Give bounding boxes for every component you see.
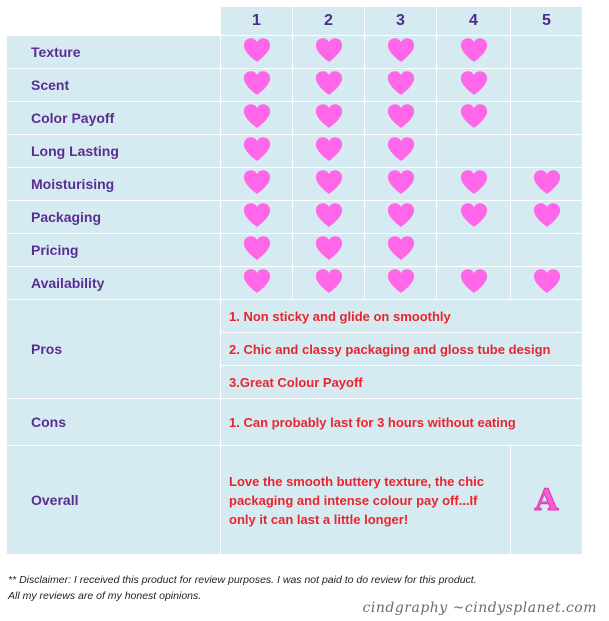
rating-cell [221,201,293,234]
heart-icon [460,169,488,195]
rating-label: Texture [7,36,221,69]
rating-label: Moisturising [7,168,221,201]
heart-icon [387,268,415,294]
rating-cell [437,102,511,135]
rating-cell [437,36,511,69]
rating-cell [511,168,583,201]
rating-cell [293,69,365,102]
heart-icon [387,235,415,261]
rating-cell [437,234,511,267]
column-header-1: 1 [221,7,293,36]
heart-icon [315,169,343,195]
review-table [6,6,583,555]
heart-icon [460,103,488,129]
rating-label: Pricing [7,234,221,267]
rating-row [7,201,583,234]
rating-cell [511,102,583,135]
heart-icon [315,70,343,96]
column-header-2: 2 [293,7,365,36]
heart-icon [315,136,343,162]
rating-cell [365,69,437,102]
heart-icon [460,202,488,228]
pros-row [7,300,583,333]
pros-item: 3.Great Colour Payoff [221,366,583,399]
rating-cell [365,234,437,267]
overall-label: Overall [7,446,221,555]
rating-row [7,267,583,300]
cons-item: 1. Can probably last for 3 hours without eating [221,399,583,446]
rating-cell [437,267,511,300]
rating-cell [365,102,437,135]
rating-cell [437,135,511,168]
rating-row [7,69,583,102]
rating-label: Packaging [7,201,221,234]
rating-row [7,135,583,168]
pros-item: 2. Chic and classy packaging and gloss tube design [221,333,583,366]
rating-cell [293,201,365,234]
rating-cell [511,201,583,234]
heart-icon [315,103,343,129]
rating-cell [365,201,437,234]
overall-text: Love the smooth buttery texture, the chic packaging and intense colour pay off...If only it can last a little longer! [221,446,511,555]
heart-icon [315,235,343,261]
rating-cell [221,135,293,168]
rating-cell [221,234,293,267]
overall-grade: A [511,446,583,555]
heart-icon [243,268,271,294]
rating-row [7,168,583,201]
heart-icon [243,235,271,261]
rating-row [7,102,583,135]
rating-cell [221,102,293,135]
pros-label: Pros [7,300,221,399]
rating-cell [511,234,583,267]
pros-item: 1. Non sticky and glide on smoothly [221,300,583,333]
rating-cell [221,168,293,201]
rating-cell [221,267,293,300]
rating-cell [511,69,583,102]
heart-icon [387,202,415,228]
rating-cell [511,36,583,69]
heart-icon [387,103,415,129]
rating-cell [365,135,437,168]
rating-cell [365,36,437,69]
watermark: cindgraphy ~cindysplanet.com [362,600,597,616]
heart-icon [243,37,271,63]
heart-icon [315,202,343,228]
rating-cell [221,69,293,102]
rating-cell [437,168,511,201]
heart-icon [387,37,415,63]
rating-cell [293,234,365,267]
rating-label: Availability [7,267,221,300]
rating-cell [511,135,583,168]
rating-cell [293,102,365,135]
rating-cell [437,201,511,234]
rating-label: Scent [7,69,221,102]
heart-icon [460,268,488,294]
rating-label: Color Payoff [7,102,221,135]
rating-row [7,36,583,69]
rating-cell [437,69,511,102]
overall-row [7,446,583,555]
heart-icon [315,37,343,63]
heart-icon [243,103,271,129]
header-blank-cell [7,7,221,36]
column-header-5: 5 [511,7,583,36]
heart-icon [533,202,561,228]
heart-icon [243,202,271,228]
heart-icon [533,169,561,195]
cons-label: Cons [7,399,221,446]
disclaimer-line-2: All my reviews are of my honest opinions. [8,590,202,602]
rating-cell [293,267,365,300]
rating-cell [293,168,365,201]
cons-row [7,399,583,446]
header-row [7,7,583,36]
rating-cell [365,168,437,201]
column-header-4: 4 [437,7,511,36]
rating-row [7,234,583,267]
heart-icon [533,268,561,294]
heart-icon [460,37,488,63]
rating-cell [511,267,583,300]
heart-icon [460,70,488,96]
heart-icon [243,169,271,195]
rating-cell [293,135,365,168]
column-header-3: 3 [365,7,437,36]
heart-icon [387,136,415,162]
heart-icon [387,70,415,96]
heart-icon [315,268,343,294]
heart-icon [387,169,415,195]
rating-cell [221,36,293,69]
rating-cell [365,267,437,300]
heart-icon [243,70,271,96]
rating-label: Long Lasting [7,135,221,168]
rating-cell [293,36,365,69]
disclaimer-line-1: ** Disclaimer: I received this product for review purposes. I was not paid to do review for this product. [8,574,477,586]
heart-icon [243,136,271,162]
